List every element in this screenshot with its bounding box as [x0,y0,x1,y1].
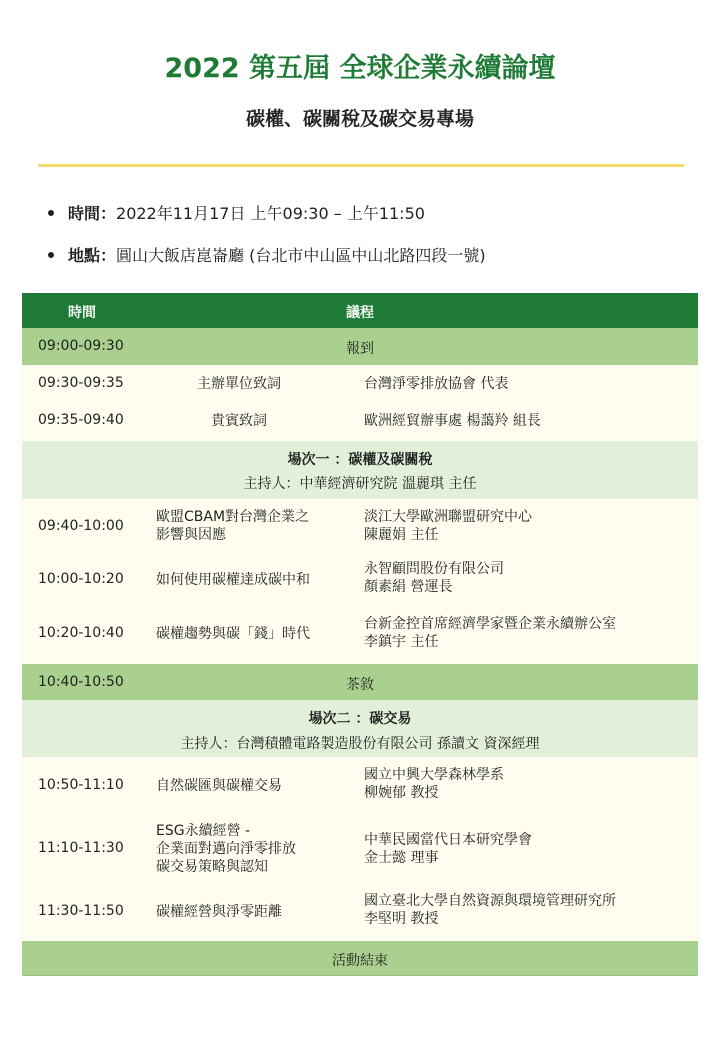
row-speaker: 台灣淨零排放協會 代表 [364,376,509,392]
row-speaker: 淡江大學歐洲聯盟研究中心 陳麗娟 主任 [364,509,532,543]
tea-row [22,664,698,700]
session-header [22,700,698,757]
divider [38,164,684,167]
session-host: 主持人：台灣積體電路製造股份有限公司 孫讀文 資深經理 [180,736,540,752]
end-row [22,941,698,976]
session-host: 主持人：中華經濟研究院 溫麗琪 主任 [243,476,477,492]
row-time: 11:30-11:50 [38,903,124,919]
row-time: 10:40-10:50 [38,674,124,690]
row-speaker: 台新金控首席經濟學家暨企業永續辦公室 李鎮宇 主任 [364,616,616,650]
session-header [22,441,698,499]
col-time-header: 時間 [68,305,96,321]
registration-row [22,328,698,365]
page-title: 2022 第五屆 全球企業永續論壇 [164,53,556,84]
row-time: 09:00-09:30 [38,338,124,354]
row-label: 報到 [346,341,374,357]
bullet-icon [48,210,54,216]
row-time: 11:10-11:30 [38,840,124,856]
table-row [22,499,698,554]
place-label: 地點： [68,246,117,265]
place-value: 圓山大飯店崑崙廳 (台北市中山區中山北路四段一號) [116,246,486,265]
row-program: ESG永續經營 - 企業面對邁向淨零排放 碳交易策略與認知 [156,823,296,875]
agenda-table [22,293,698,976]
row-program: 碳權趨勢與碳「錢」時代 [156,626,310,642]
time-label: 時間： [68,204,117,223]
row-program: 自然碳匯與碳權交易 [156,778,282,794]
session-title: 場次一 ：碳權及碳關稅 [287,452,433,468]
row-program: 主辦單位致詞 [197,376,281,392]
row-time: 09:35-09:40 [38,412,124,428]
row-speaker: 永智顧問股份有限公司 顏素絹 營運長 [364,561,504,595]
table-row [22,608,698,664]
end-label: 活動結束 [332,953,388,969]
bullet-icon [48,252,54,258]
table-row [22,883,698,941]
time-value: 2022年11月17日 上午09:30 – 上午11:50 [116,204,425,223]
table-row [22,757,698,815]
row-label: 茶敘 [346,677,374,693]
row-time: 10:50-11:10 [38,777,124,793]
row-speaker: 國立臺北大學自然資源與環境管理研究所 李堅明 教授 [364,893,616,927]
table-row [22,554,698,608]
session-title: 場次二 ：碳交易 [308,711,412,727]
row-time: 10:00-10:20 [38,571,124,587]
table-row [22,815,698,883]
row-program: 貴賓致詞 [211,413,267,429]
row-speaker: 歐洲經貿辦事處 楊藹羚 組長 [364,413,541,429]
row-speaker: 國立中興大學森林學系 柳婉郁 教授 [364,767,504,801]
info-time [48,201,425,224]
row-time: 09:40-10:00 [38,518,124,534]
table-row [22,365,698,403]
row-program: 碳權經營與淨零距離 [156,904,282,920]
page-subtitle: 碳權、碳關稅及碳交易專場 [245,108,474,130]
table-header [22,293,698,328]
row-time: 09:30-09:35 [38,375,124,391]
row-program: 歐盟CBAM對台灣企業之 影響與因應 [156,509,310,543]
table-row [22,403,698,441]
info-place [48,243,486,266]
col-agenda-header: 議程 [346,305,374,321]
row-time: 10:20-10:40 [38,625,124,641]
row-speaker: 中華民國當代日本研究學會 金士懿 理事 [364,832,532,866]
row-program: 如何使用碳權達成碳中和 [156,572,310,588]
